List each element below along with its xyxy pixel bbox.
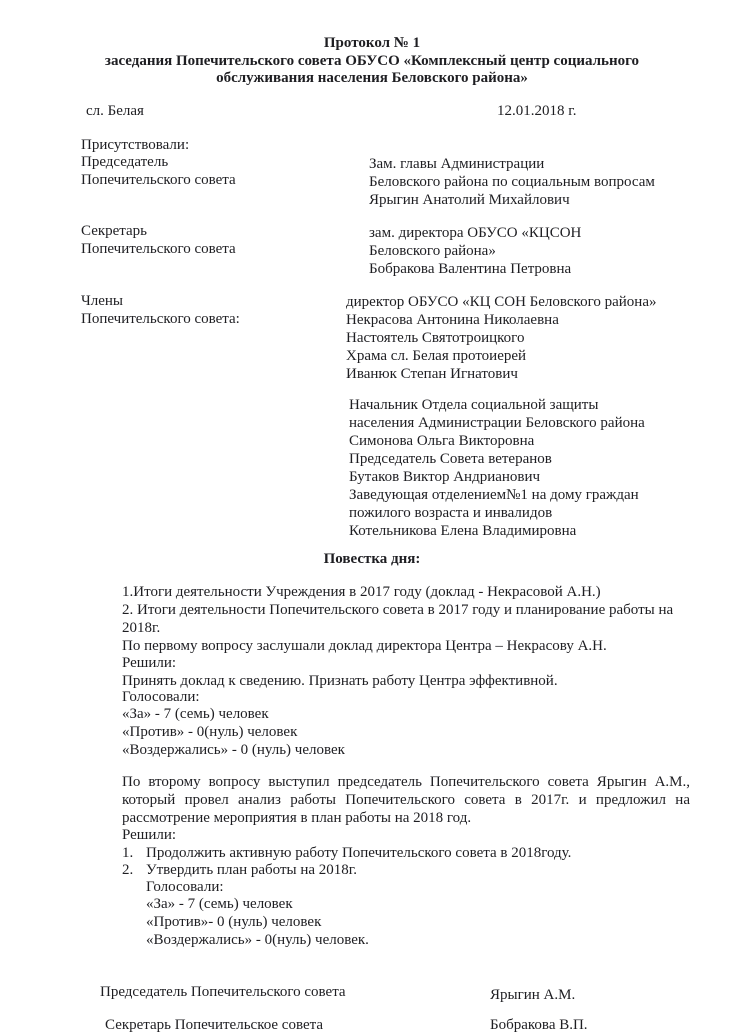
vote-for: «За» - 7 (семь) человек	[146, 896, 293, 912]
place: сл. Белая	[86, 103, 144, 119]
question2-decision-2: 2. Утвердить план работы на 2018г.	[122, 862, 358, 878]
secretary-role: Секретарь Попечительского совета	[81, 223, 236, 257]
vote-abstain: «Воздержались» - 0(нуль) человек.	[146, 932, 369, 948]
vote-abstain: «Воздержались» - 0 (нуль) человек	[122, 742, 345, 758]
document-subtitle-line1: заседания Попечительского совета ОБУСО «Комплексный центр социального	[104, 53, 640, 69]
attendance-heading: Присутствовали:	[81, 137, 190, 153]
agenda-heading: Повестка дня:	[323, 551, 421, 567]
question2-voted-label: Голосовали:	[146, 879, 224, 895]
question1-decision: Принять доклад к сведению. Признать работу Центра эффективной.	[122, 673, 558, 689]
document-subtitle-line2: обслуживания населения Беловского района»	[216, 70, 528, 86]
chair-role: Председатель Попечительского совета	[81, 154, 236, 188]
question2-paragraph-line3: рассмотрение мероприятия в план работы на 2018 год.	[122, 810, 472, 826]
signature-chair-name: Ярыгин А.М.	[490, 987, 576, 1003]
question2-decided-label: Решили:	[122, 827, 177, 843]
chair-person: Зам. главы Администрации Беловского района по социальным вопросам Ярыгин Анатолий Михайлович	[369, 156, 655, 208]
date: 12.01.2018 г.	[497, 103, 577, 119]
secretary-person: зам. директора ОБУСО «КЦСОН Беловского района» Бобракова Валентина Петровна	[369, 225, 582, 277]
vote-for: «За» - 7 (семь) человек	[122, 706, 269, 722]
agenda-item-1: 1.Итоги деятельности Учреждения в 2017 году (доклад - Некрасовой А.Н.)	[122, 584, 601, 600]
question1-decided-label: Решили:	[122, 655, 177, 671]
document-title: Протокол № 1	[323, 35, 421, 51]
signature-chair-label: Председатель Попечительского совета	[100, 984, 346, 1000]
vote-against: «Против»- 0 (нуль) человек	[146, 914, 322, 930]
signature-secretary-name: Бобракова В.П.	[490, 1017, 588, 1033]
signature-secretary-label: Секретарь Попечительское совета	[105, 1017, 324, 1033]
members-role: Члены Попечительского совета:	[81, 293, 240, 327]
agenda-item-2: 2. Итоги деятельности Попечительского совета в 2017 году и планирование работы на 2018г.	[122, 602, 674, 636]
question1-voted-label: Голосовали:	[122, 689, 200, 705]
question2-paragraph-line2: который провел анализ работы Попечительского совета в 2017г. и предложил на	[122, 792, 690, 808]
question2-paragraph-line1: По второму вопросу выступил председатель Попечительского совета Ярыгин А.М.,	[122, 774, 690, 790]
question1-heard: По первому вопросу заслушали доклад директора Центра – Некрасову А.Н.	[122, 638, 607, 654]
question2-decision-1: 1. Продолжить активную работу Попечительского совета в 2018году.	[122, 845, 572, 861]
question1-votes	[122, 705, 345, 759]
members-group1: директор ОБУСО «КЦ СОН Беловского района» Некрасова Антонина Николаевна Настоятель Святотроицкого Храма сл. Белая протоиерей Иванюк Степан Игнатович	[346, 294, 657, 382]
question2-votes	[146, 895, 369, 949]
members-group2: Начальник Отдела социальной защиты населения Администрации Беловского района Симонова Ольга Викторовна Председатель Совета ветеранов Бутаков Виктор Андрианович Заведующая отделением№1 на дому граждан пожилого возраста и инвалидов Котельникова Елена Владимировна	[349, 397, 645, 539]
vote-against: «Против» - 0(нуль) человек	[122, 724, 298, 740]
